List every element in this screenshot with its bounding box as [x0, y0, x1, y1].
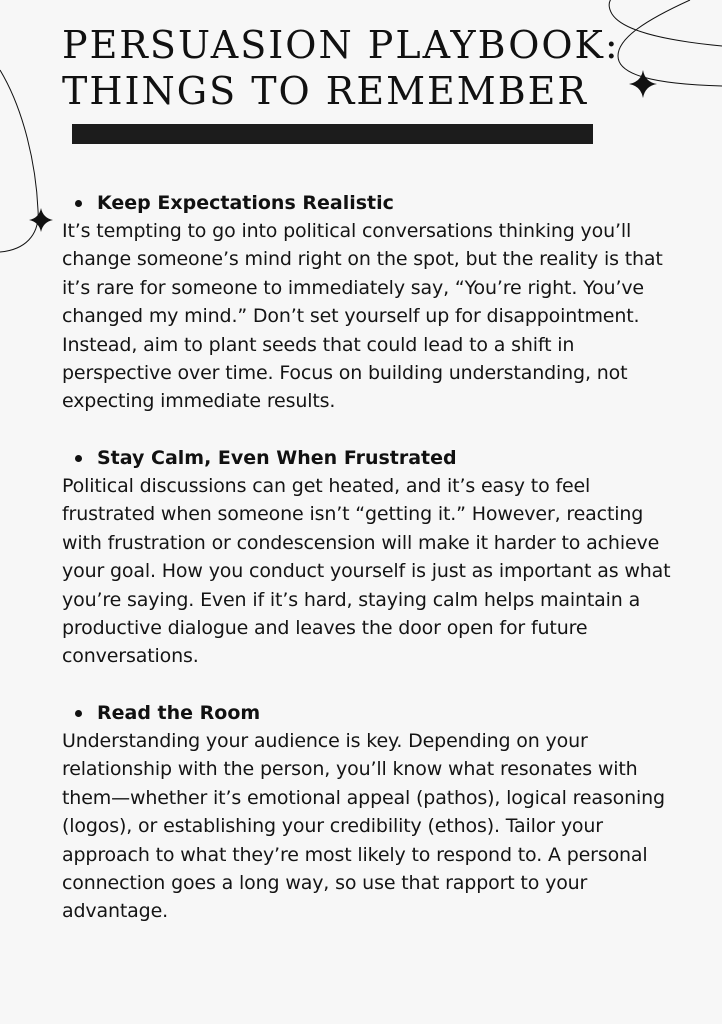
page-title: [62, 22, 620, 114]
section-read-the-room: [62, 700, 682, 926]
section-heading: Keep Expectations Realistic: [97, 190, 682, 216]
sparkle-icon: [629, 70, 657, 98]
curve-top-right-inner: [618, 0, 722, 86]
section-body: Political discussions can get heated, and it’s easy to feel frustrated when someone isn’t “getting it.” However, reacting with frustration or condescension will make it harder to achieve your goal. How you conduct yourself is just as important as what you’re saying. Even if it’s hard, staying calm helps maintain a productive dialogue and leaves the door open for future conversations.: [62, 475, 671, 668]
curve-left: [0, 70, 38, 252]
section-heading: Stay Calm, Even When Frustrated: [97, 445, 682, 471]
section-body: It’s tempting to go into political conversations thinking you’ll change someone’s mind right on the spot, but the reality is that it’s rare for someone to immediately say, “You’re right. You’ve changed my mind.” Don’t set yourself up for disappointment. Instead, aim to plant seeds that could lead to a shift in perspective over time. Focus on building understanding, not expecting immediate results.: [62, 220, 663, 413]
title-line-2: THINGS TO REMEMBER: [62, 69, 588, 113]
title-line-1: PERSUASION PLAYBOOK:: [62, 23, 620, 67]
section-keep-expectations: [62, 190, 682, 416]
section-heading: Read the Room: [97, 700, 682, 726]
section-body: Understanding your audience is key. Depending on your relationship with the person, you’ll know what resonates with them—whether it’s emotional appeal (pathos), logical reasoning (logos), or establishing your credibility (ethos). Tailor your approach to what they’re most likely to respond to. A personal connection goes a long way, so use that rapport to your advantage.: [62, 730, 665, 923]
curve-top-right-outer: [609, 0, 722, 46]
section-stay-calm: [62, 445, 682, 671]
title-underline-bar: [72, 124, 593, 144]
sparkle-icon: [29, 208, 53, 232]
